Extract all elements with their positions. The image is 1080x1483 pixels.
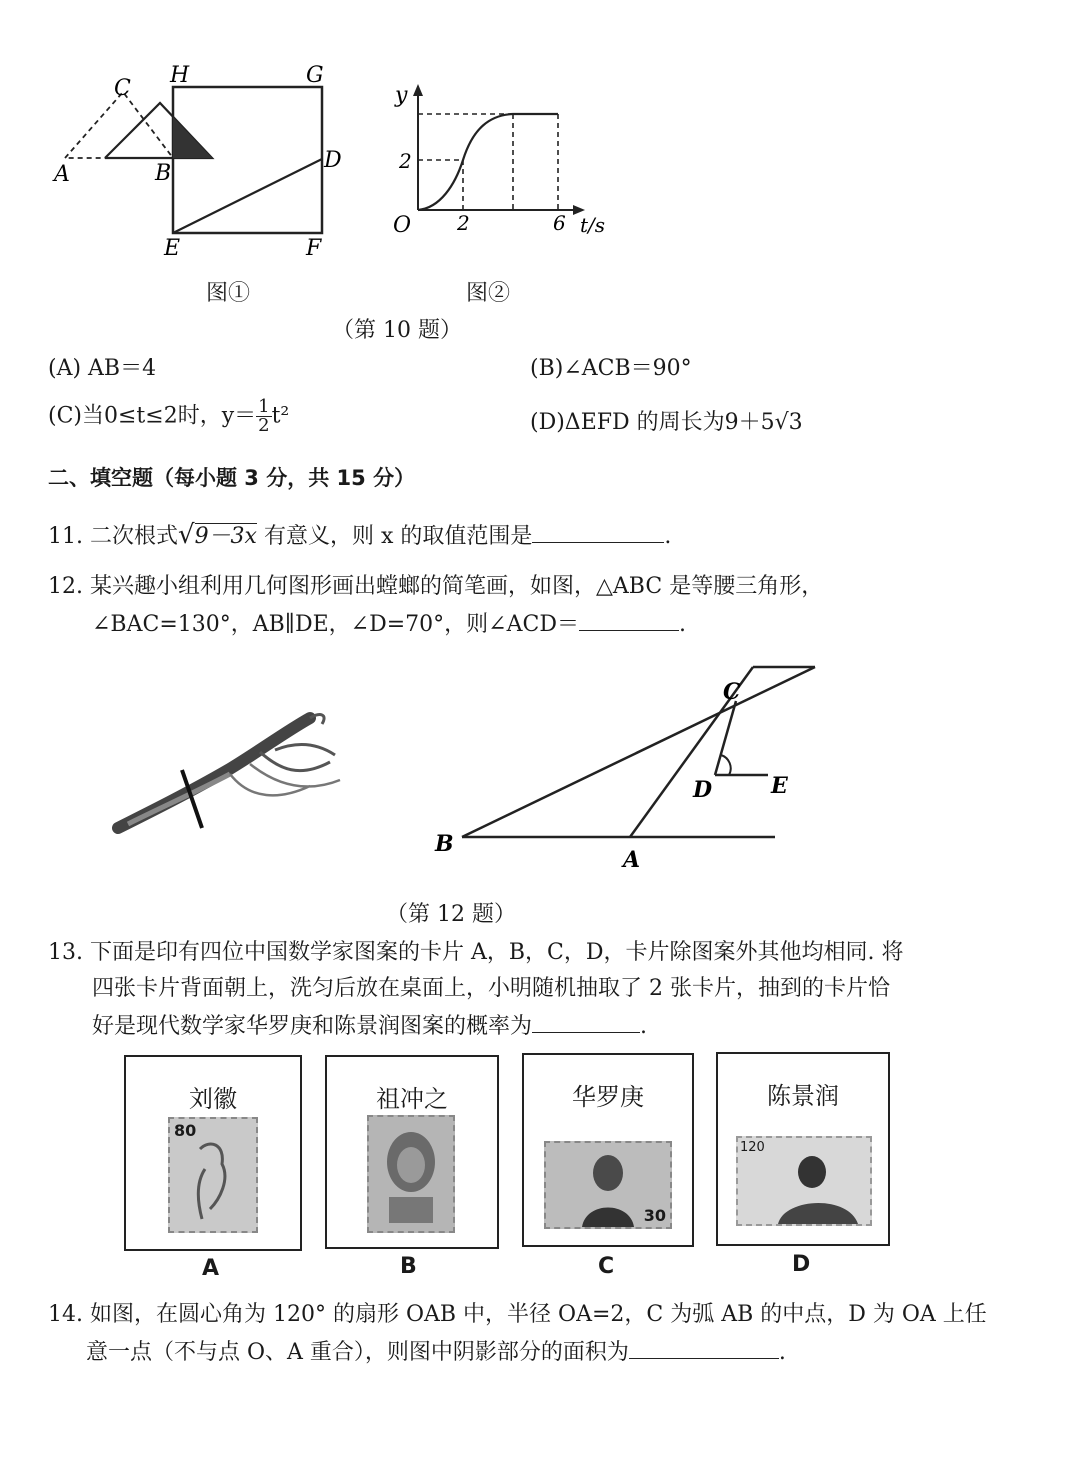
tick-x-6: 6 bbox=[553, 211, 566, 235]
card-a bbox=[124, 1055, 302, 1251]
q12-figure bbox=[425, 655, 845, 880]
label-o: O bbox=[393, 213, 412, 238]
mantis-body-shade bbox=[128, 774, 230, 824]
fraction-numerator: 1 bbox=[258, 396, 270, 417]
q14-line-1: 14. 如图，在圆心角为 120° 的扇形 OAB 中，半径 OA=2，C 为弧 AB 的中点，D 为 OA 上任 bbox=[48, 1302, 987, 1327]
q14-line-2-text: 意一点（不与点 O、A 重合），则图中阴影部分的面积为 bbox=[86, 1340, 629, 1365]
q10-option-a: (A) AB＝4 bbox=[48, 356, 157, 381]
q12-caption: （第 12 题） bbox=[386, 902, 516, 927]
q13-line-2: 四张卡片背面朝上，洗匀后放在桌面上，小明随机抽取了 2 张卡片，抽到的卡片恰 bbox=[92, 976, 890, 1001]
y-axis-arrow bbox=[413, 84, 423, 96]
card-d-letter: D bbox=[792, 1252, 811, 1277]
label-g: G bbox=[306, 63, 324, 88]
square-efgh bbox=[173, 87, 322, 233]
card-b bbox=[325, 1055, 499, 1249]
card-b-letter: B bbox=[400, 1254, 417, 1279]
q12-end: . bbox=[678, 612, 686, 637]
q12-line-1: 12. 某兴趣小组利用几何图形画出螳螂的简笔画，如图，△ABC 是等腰三角形， bbox=[48, 574, 824, 599]
fig2-caption: 图② bbox=[466, 281, 511, 306]
q13-end: . bbox=[640, 1014, 648, 1039]
graph-curve bbox=[418, 114, 558, 210]
q11-answer-blank[interactable] bbox=[532, 522, 664, 543]
card-c-name: 华罗庚 bbox=[572, 1083, 644, 1111]
q12-answer-blank[interactable] bbox=[579, 610, 679, 631]
label-b: B bbox=[155, 161, 172, 186]
q12-line-2-text: ∠BAC=130°，AB∥DE，∠D=70°，则∠ACD＝ bbox=[92, 612, 579, 637]
q11-text bbox=[48, 520, 671, 552]
angle-d-mark bbox=[721, 755, 731, 775]
q11-prefix: 11. 二次根式 bbox=[48, 524, 178, 549]
stamp-figure-icon bbox=[170, 1119, 256, 1231]
stamp-value: 120 bbox=[740, 1140, 765, 1155]
tick-y-2: 2 bbox=[399, 149, 412, 173]
q10-option-b: (B)∠ACB＝90° bbox=[530, 356, 692, 381]
label-e: E bbox=[771, 773, 788, 799]
stamp-value: 80 bbox=[174, 1121, 197, 1140]
radical-sign: √ bbox=[177, 520, 195, 550]
label-c: C bbox=[114, 76, 131, 101]
label-e: E bbox=[164, 236, 181, 261]
q13-line-3-text: 好是现代数学家华罗庚和陈景润图案的概率为 bbox=[92, 1014, 533, 1039]
q11-suffix: 有意义，则 x 的取值范围是 bbox=[256, 524, 533, 549]
stamp-chen-jingrun-image bbox=[736, 1136, 872, 1226]
portrait-icon bbox=[369, 1117, 453, 1231]
q11-radicand: 9－3x bbox=[194, 524, 257, 549]
q10-option-c bbox=[48, 398, 289, 435]
q13-line-3 bbox=[92, 1012, 647, 1042]
card-d bbox=[716, 1052, 890, 1246]
label-t: t/s bbox=[580, 213, 606, 237]
q13-line-1: 13. 下面是印有四位中国数学家图案的卡片 A，B，C，D，卡片除图案外其他均相同. 将 bbox=[48, 940, 904, 965]
label-d: D bbox=[324, 148, 342, 173]
segment-ed bbox=[173, 159, 322, 233]
fraction-one-half bbox=[256, 398, 271, 435]
stamp-hua-luogeng-image bbox=[544, 1141, 672, 1229]
label-a: A bbox=[54, 162, 70, 187]
q10-figure-1 bbox=[40, 55, 360, 270]
fig1-caption: 图① bbox=[206, 281, 251, 306]
card-a-letter: A bbox=[202, 1256, 220, 1281]
section-2-title: 二、填空题（每小题 3 分，共 15 分） bbox=[48, 466, 416, 490]
q11-end: . bbox=[664, 524, 672, 549]
label-b: B bbox=[435, 831, 454, 857]
label-a: A bbox=[623, 847, 641, 873]
q12-line-2 bbox=[92, 610, 686, 640]
stamp-value: 30 bbox=[643, 1206, 666, 1225]
option-c-suffix: t² bbox=[271, 403, 290, 429]
dashed-triangle-abc bbox=[65, 92, 173, 158]
card-b-name: 祖冲之 bbox=[376, 1085, 448, 1113]
mantis-body bbox=[118, 718, 310, 828]
q14-end: . bbox=[778, 1340, 786, 1365]
label-d: D bbox=[693, 777, 713, 803]
portrait-icon bbox=[738, 1138, 870, 1224]
label-h: H bbox=[170, 63, 190, 88]
q13-answer-blank[interactable] bbox=[532, 1012, 640, 1033]
segment-bc bbox=[462, 667, 815, 837]
tick-x-2: 2 bbox=[457, 211, 470, 235]
stamp-zu-chongzhi-image bbox=[367, 1115, 455, 1233]
card-c bbox=[522, 1053, 694, 1247]
label-y: y bbox=[395, 83, 408, 108]
stamp-liu-hui-image bbox=[168, 1117, 258, 1233]
q14-answer-blank[interactable] bbox=[629, 1338, 779, 1359]
q10-figure-2 bbox=[385, 80, 625, 250]
q10-caption: （第 10 题） bbox=[332, 318, 462, 343]
segment-cd bbox=[715, 701, 736, 775]
mantis-sketch-image bbox=[110, 700, 350, 840]
card-a-name: 刘徽 bbox=[189, 1085, 237, 1113]
fraction-denominator: 2 bbox=[258, 415, 270, 436]
q10-option-d: (D)ΔEFD 的周长为9＋5√3 bbox=[530, 410, 803, 435]
card-d-name: 陈景润 bbox=[767, 1082, 839, 1110]
q14-line-2 bbox=[86, 1338, 786, 1368]
label-f: F bbox=[306, 236, 322, 261]
label-c: C bbox=[723, 679, 741, 705]
card-c-letter: C bbox=[598, 1254, 615, 1279]
option-c-prefix: (C)当0≤t≤2时，y＝ bbox=[48, 403, 257, 429]
